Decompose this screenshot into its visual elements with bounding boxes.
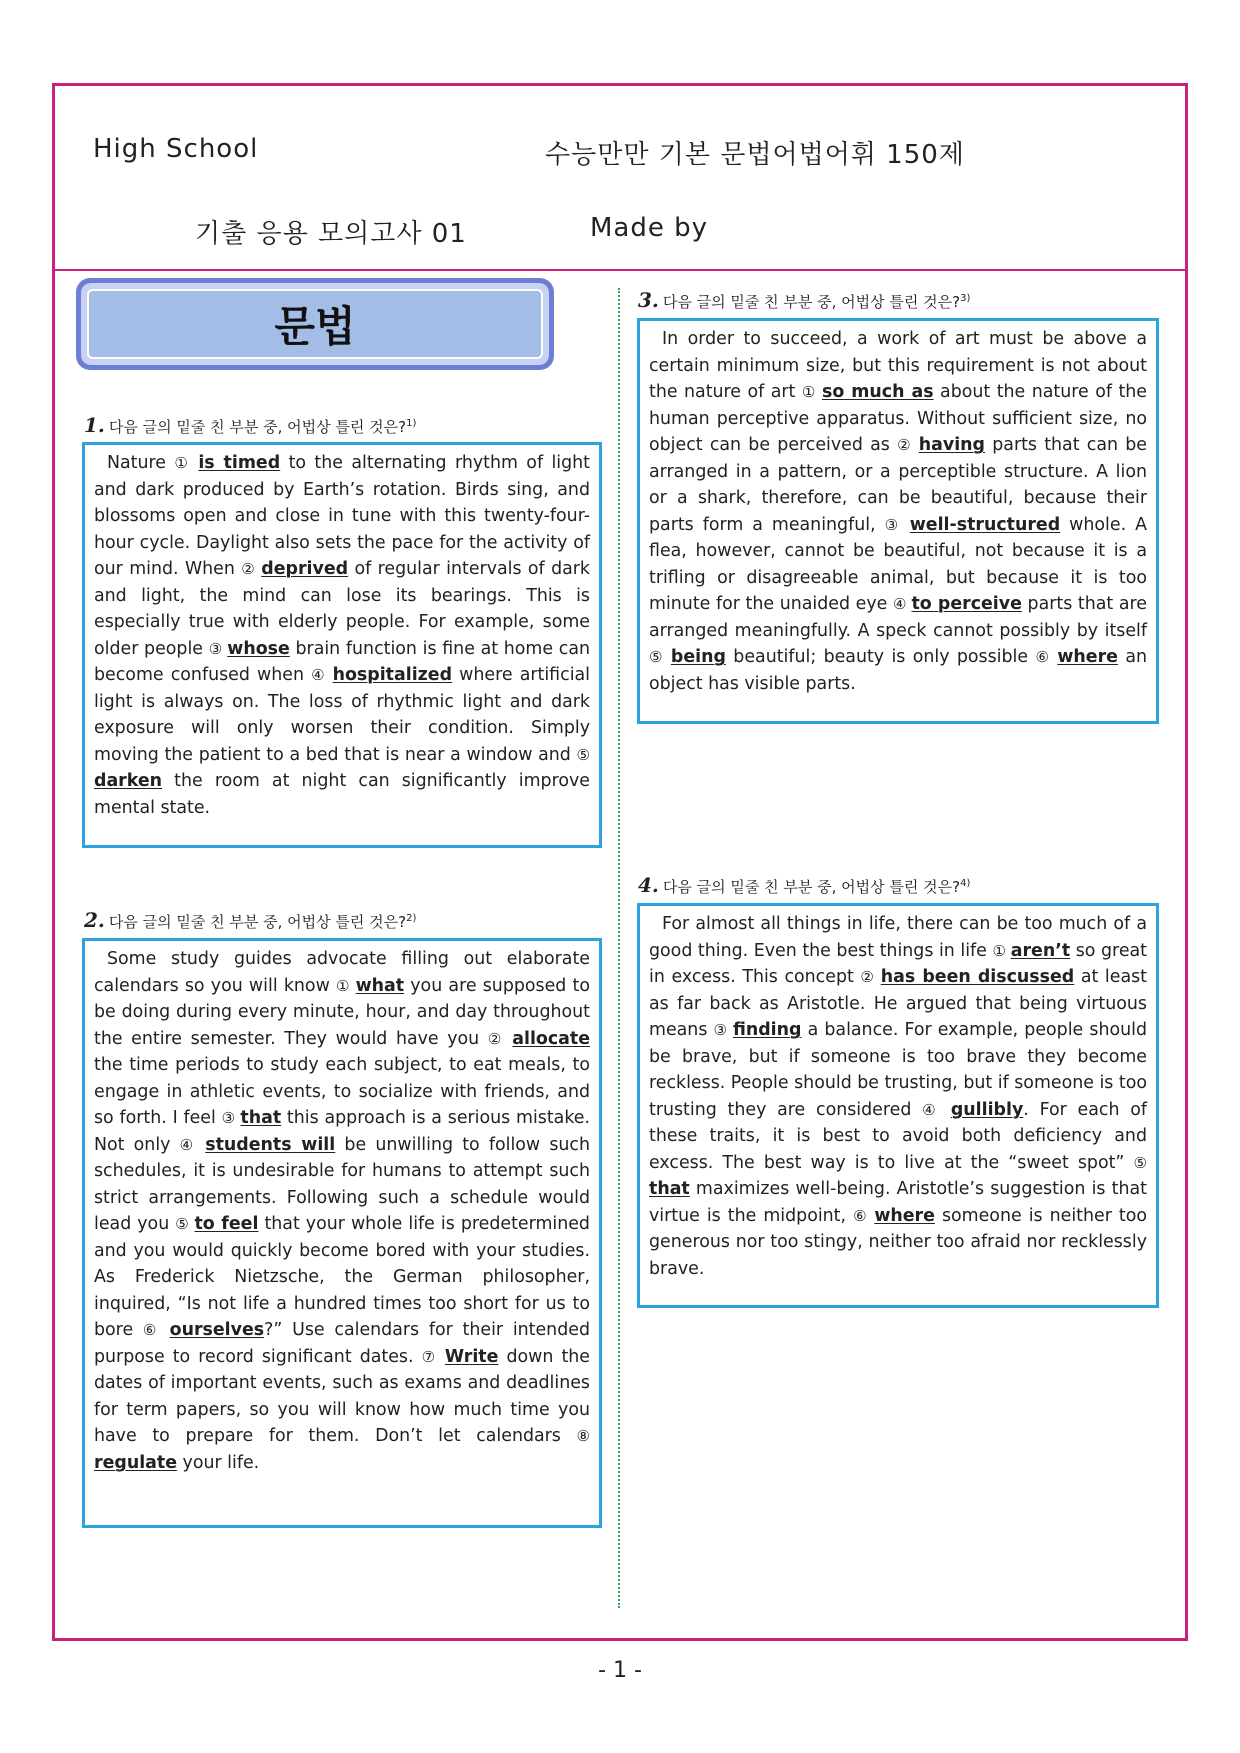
choice-marker: ②: [241, 560, 262, 578]
choice-marker: ⑤: [649, 648, 671, 666]
question-3-passage: [637, 318, 1159, 724]
underlined-choice: hospitalized: [332, 665, 453, 685]
choice-marker: ⑥: [1035, 648, 1058, 666]
underlined-choice: ourselves: [169, 1320, 265, 1340]
passage-text: this approach is a serious mistake. Not only: [94, 1108, 591, 1155]
underlined-choice: being: [670, 647, 726, 667]
passage-text: For almost all things in life, there can be too much of a good thing. Even the best things in life: [649, 914, 1147, 961]
passage-text: In order to succeed, a work of art must be above a certain minimum size, but this requirement is not about the nature of art: [649, 329, 1147, 402]
passage-text: brain function is fine at home can become confused when: [94, 638, 590, 685]
underlined-choice: aren’t: [1010, 940, 1071, 961]
page-number: - 1 -: [598, 1658, 642, 1683]
header-exam-title: 기출 응용 모의고사 01: [195, 219, 467, 249]
underlined-choice: is timed: [198, 453, 281, 473]
underlined-choice: whose: [227, 638, 290, 659]
choice-marker: ⑧: [576, 1427, 590, 1445]
passage-text: to the alternating rhythm of light and dark produced by Earth’s rotation. Birds sing, and blossoms open and close in tune with this twenty-four-hour cycle. Daylight also sets the pace for the activity of our mind. When: [94, 453, 590, 579]
underlined-choice: to feel: [194, 1214, 259, 1234]
header-book-title: 수능만만 기본 문법어법어휘 150제: [545, 140, 965, 170]
passage-text: you are supposed to be doing during every minute, hour, and day throughout the entire semester. They would have you: [94, 975, 590, 1049]
header-school: High School: [93, 134, 259, 164]
passage-text: your life.: [177, 1452, 260, 1473]
underlined-choice: darken: [94, 771, 163, 791]
choice-marker: ③: [208, 639, 228, 658]
choice-marker: ②: [897, 436, 919, 454]
passage-text: of regular intervals of dark and light, the mind can lose its bearings. This is especially true with elderly people. For example, some older people: [94, 559, 590, 659]
choice-marker: ①: [992, 941, 1011, 960]
passage-text: where artificial light is always on. The loss of rhythmic light and dark exposure will only worsen their condition. Simply moving the patient to a bed that is near a window and: [94, 665, 591, 765]
choice-marker: ⑥: [142, 1321, 170, 1339]
underlined-choice: students will: [205, 1134, 336, 1155]
passage-text: Nature: [107, 453, 175, 473]
question-1-title: [84, 413, 416, 437]
choice-marker: ③: [221, 1109, 241, 1127]
header-author: Made by: [590, 213, 709, 243]
choice-marker: ③: [713, 1021, 733, 1039]
question-4-title: [638, 873, 970, 897]
choice-marker: ④: [922, 1100, 951, 1119]
section-badge: [76, 278, 554, 370]
passage-text: down the dates of important events, such as exams and deadlines for term papers, so you will know how much time you have to prepare for them. Don’t let calendars: [94, 1346, 590, 1446]
passage-text: ?” Use calendars for their intended purpose to record significant dates.: [94, 1320, 590, 1367]
question-number: 4.: [638, 873, 659, 897]
question-1-passage: [82, 442, 602, 848]
passage-text: at least as far back as Aristotle. He argued that being virtuous means: [649, 967, 1147, 1040]
footnote-marker: 1): [406, 418, 417, 429]
question-number: 2.: [84, 908, 105, 932]
underlined-choice: finding: [732, 1020, 802, 1040]
question-3-title: [638, 288, 970, 312]
question-prompt: 다음 글의 밑줄 친 부분 중, 어법상 틀린 것은?: [662, 293, 961, 311]
passage-text: the time periods to study each subject, to eat meals, to engage in athletic events, to socialize with friends, and so forth. I feel: [94, 1055, 590, 1128]
choice-marker: ②: [487, 1029, 513, 1048]
passage-text: parts that can be arranged in a pattern, or a perceptible structure. A lion or a shark, therefore, can be beautiful, because their parts form a meaningful,: [649, 435, 1147, 535]
choice-marker: ⑥: [853, 1206, 875, 1225]
passage-text: parts that are arranged meaningfully. A speck cannot possibly by itself: [649, 594, 1147, 641]
section-title: 문법: [87, 289, 543, 359]
question-4-passage: [637, 903, 1159, 1308]
underlined-choice: well-structured: [909, 514, 1061, 535]
passage-text: maximizes well-being. Aristotle’s suggestion is that virtue is the midpoint,: [649, 1179, 1147, 1226]
choice-marker: ①: [174, 454, 199, 472]
choice-marker: ①: [336, 976, 356, 995]
underlined-choice: regulate: [94, 1452, 178, 1473]
underlined-choice: what: [355, 975, 405, 996]
choice-marker: ①: [801, 383, 822, 401]
choice-marker: ③: [884, 515, 910, 534]
question-number: 1.: [84, 413, 105, 437]
question-2-passage: [82, 938, 602, 1528]
page-header: [55, 86, 1185, 271]
passage-text: be unwilling to follow such schedules, it is undesirable for humans to attempt such strict arrangements. Following such a schedule would lead you: [94, 1134, 591, 1234]
passage-text: a balance. For example, people should be brave, but if someone is too brave they become reckless. People should be trusting, but if someone is too trusting they are considered: [649, 1020, 1147, 1120]
passage-text: about the nature of the human perceptive apparatus. Without sufficient size, no object can be perceived as: [649, 382, 1147, 455]
passage-text: so great in excess. This concept: [649, 940, 1147, 987]
question-2-title: [84, 908, 416, 932]
choice-marker: ⑤: [175, 1215, 195, 1233]
underlined-choice: so much as: [821, 382, 934, 402]
passage-text: . For each of these traits, it is best to avoid both deficiency and excess. The best way is to live at the “sweet spot”: [649, 1099, 1147, 1173]
choice-marker: ④: [179, 1135, 206, 1154]
footnote-marker: 2): [406, 913, 417, 924]
passage-text: the room at night can significantly improve mental state.: [94, 771, 590, 818]
passage-text: Some study guides advocate filling out elaborate calendars so you will know: [94, 949, 590, 996]
underlined-choice: where: [874, 1205, 935, 1226]
footnote-marker: 3): [960, 293, 971, 304]
choice-marker: ④: [311, 666, 333, 684]
passage-text: beautiful; beauty is only possible: [725, 647, 1036, 667]
question-prompt: 다음 글의 밑줄 친 부분 중, 어법상 틀린 것은?: [108, 418, 407, 436]
choice-marker: ⑦: [421, 1347, 445, 1366]
underlined-choice: that: [240, 1108, 282, 1128]
underlined-choice: gullibly: [950, 1099, 1024, 1120]
underlined-choice: has been discussed: [880, 967, 1075, 987]
underlined-choice: where: [1057, 647, 1118, 667]
underlined-choice: allocate: [512, 1028, 591, 1049]
choice-marker: ⑤: [1133, 1153, 1147, 1172]
passage-text: someone is neither too generous nor too stingy, neither too afraid nor recklessly brave.: [649, 1205, 1148, 1279]
passage-text: whole. A flea, however, cannot be beautiful, not because it is a trifling or disagreeable animal, but because it is too minute for the unaided eye: [649, 514, 1147, 614]
underlined-choice: Write: [444, 1346, 499, 1367]
underlined-choice: to perceive: [911, 594, 1022, 614]
question-prompt: 다음 글의 밑줄 친 부분 중, 어법상 틀린 것은?: [662, 878, 961, 896]
passage-text: an object has visible parts.: [649, 647, 1147, 694]
choice-marker: ②: [860, 968, 881, 986]
footnote-marker: 4): [960, 878, 971, 889]
passage-text: that your whole life is predetermined and you would quickly become bored with your studies. As Frederick Nietzsche, the German philosopher, inquired, “Is not life a hundred times too short for us to bore: [94, 1214, 590, 1340]
choice-marker: ⑤: [576, 745, 590, 764]
underlined-choice: that: [649, 1179, 690, 1199]
column-divider: [618, 288, 620, 1608]
choice-marker: ④: [893, 595, 912, 613]
question-number: 3.: [638, 288, 659, 312]
underlined-choice: deprived: [261, 559, 349, 579]
underlined-choice: having: [918, 435, 986, 455]
question-prompt: 다음 글의 밑줄 친 부분 중, 어법상 틀린 것은?: [108, 913, 407, 931]
